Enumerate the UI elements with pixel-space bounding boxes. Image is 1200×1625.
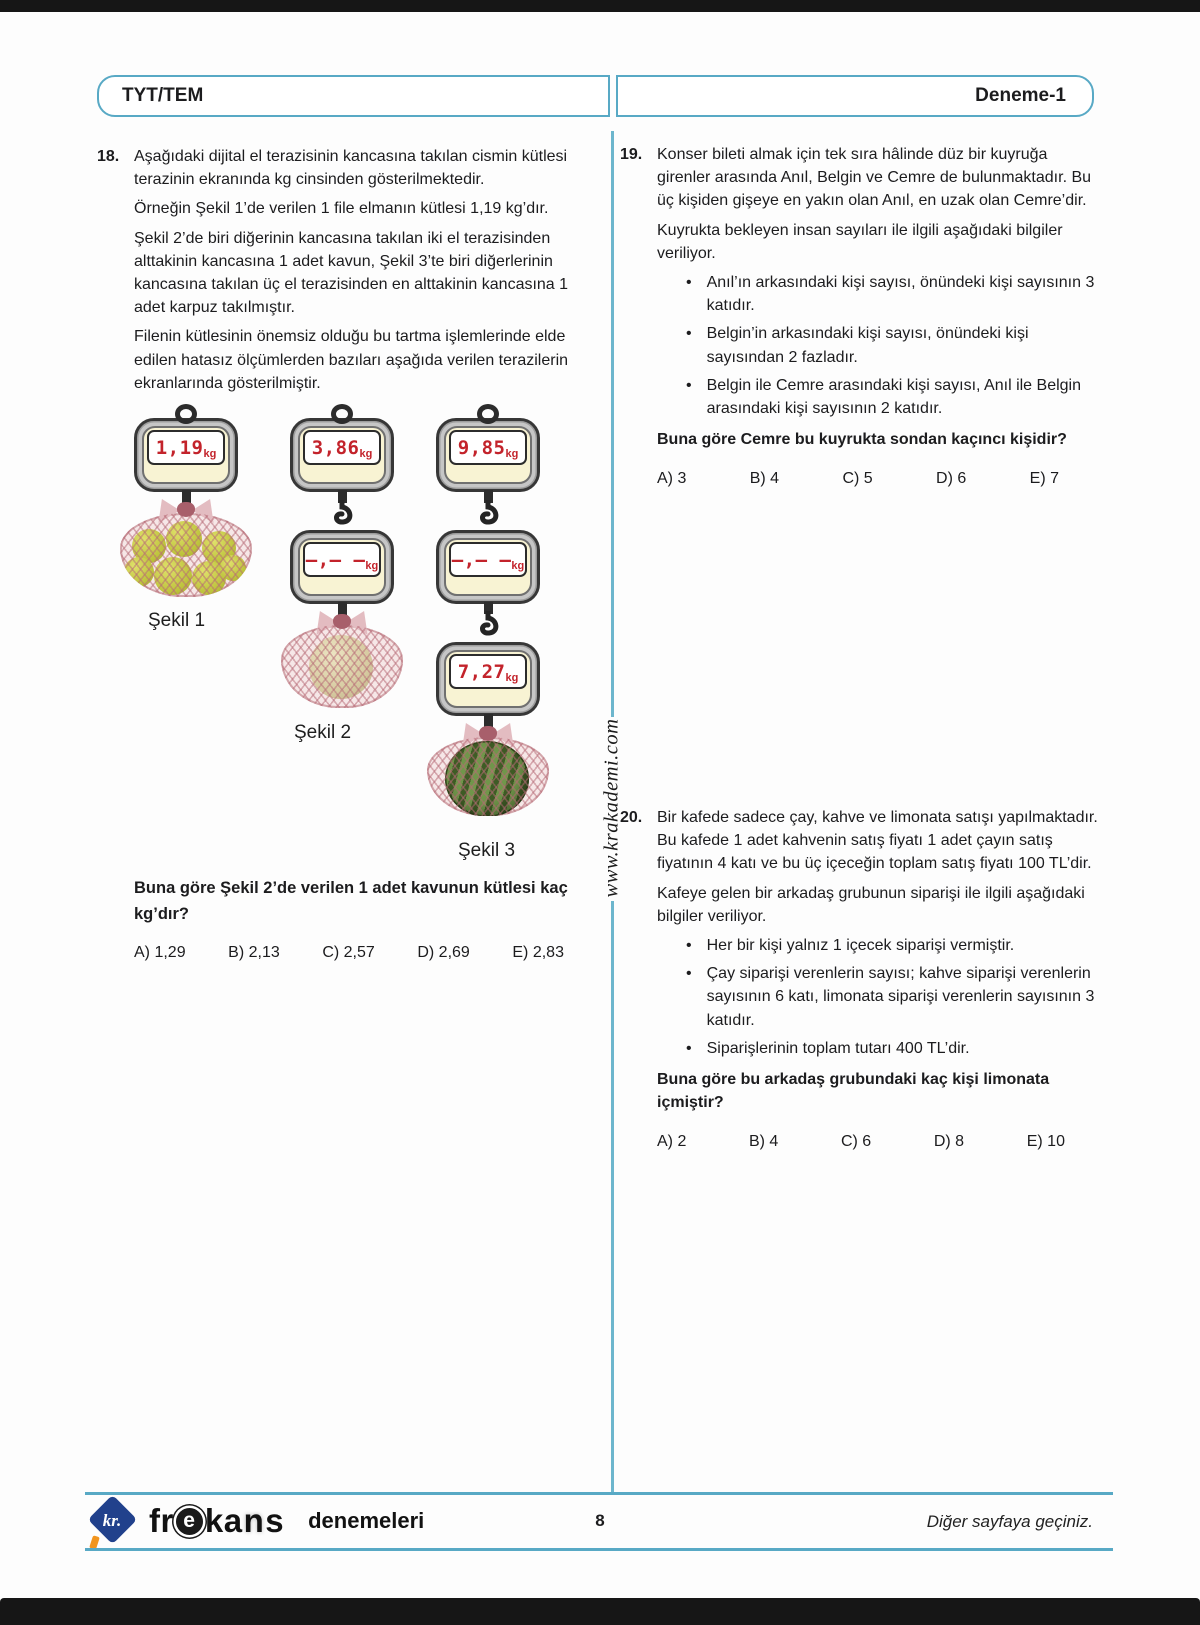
- option-d: D) 8: [933, 1133, 965, 1151]
- watermark-url: www.krakademi.com: [600, 718, 623, 898]
- bullet-item: [657, 962, 1098, 1032]
- scale-ring-icon: [477, 404, 499, 424]
- apple-net-bag: [120, 500, 252, 597]
- paragraph: Örneğin Şekil 1’de verilen 1 file elmanın kütlesi 1,19 kg’dır.: [134, 200, 549, 218]
- paragraph: Bir kafede sadece çay, kahve ve limonata satışı yapılmaktadır. Bu kafede 1 adet kahvenin satış fiyatı 1 adet çayın satış fiyatının 4 katı ve bu üç içeceğin toplam satış fiyatı 100 TL’dir.: [657, 809, 1098, 873]
- paragraph: Şekil 2’de biri diğerinin kancasına takılan iki el terazisinden alttakinin kancasına 1 adet kavun, Şekil 3’te biri diğerlerinin kancasına takılan üç el terazisinden en alttakinin kancasına 1 adet karpuz takılmıştır.: [134, 229, 569, 317]
- display-unit: kg: [505, 447, 519, 460]
- scale-fig1: [134, 418, 238, 492]
- scale-display-fig3-middle: [449, 542, 527, 577]
- question-18-prompt: Buna göre Şekil 2’de verilen 1 adet kavunun kütlesi kaç kg’dır?: [134, 879, 568, 923]
- bullet-text: Siparişlerinin toplam tutarı 400 TL’dir.: [706, 1039, 970, 1057]
- question-20: [620, 806, 1098, 1153]
- scale-display-fig1: [147, 430, 225, 465]
- footer-rule-bottom: [85, 1548, 1113, 1551]
- bullet-item: [657, 271, 1098, 317]
- scale-display-fig3-top: [449, 430, 527, 465]
- bullet-icon: •: [686, 936, 692, 954]
- display-unit: kg: [365, 559, 379, 572]
- option-e: E) 7: [1029, 470, 1059, 488]
- exam-name-label: Deneme-1: [975, 85, 1066, 106]
- bullet-icon: •: [686, 376, 692, 394]
- display-value: –,– –: [305, 548, 366, 571]
- gear-letter-icon: e: [176, 1508, 203, 1535]
- bullet-text: Anıl’ın arkasındaki kişi sayısı, önündeki kişi sayısının 3 katıdır.: [706, 273, 1095, 315]
- option-b: B) 4: [749, 470, 780, 488]
- question-18: [97, 145, 589, 401]
- scale-ring-icon: [331, 404, 353, 424]
- display-unit: kg: [203, 447, 217, 460]
- bullet-text: Belgin’in arkasındaki kişi sayısı, önündeki kişi sayısından 2 fazladır.: [706, 325, 1029, 366]
- option-d: D) 2,69: [417, 944, 470, 961]
- option-d: D) 6: [936, 470, 967, 488]
- display-unit: kg: [511, 559, 525, 572]
- option-a: A) 3: [657, 470, 687, 488]
- option-a: A) 2: [657, 1133, 687, 1151]
- net-texture: [427, 737, 549, 816]
- scale-fig3-top: [436, 418, 540, 492]
- scale-ring-icon: [175, 404, 197, 424]
- question-20-prompt: Buna göre bu arkadaş grubundaki kaç kişi limonata içmiştir?: [657, 1070, 1050, 1112]
- column-divider-top: [611, 131, 614, 717]
- paragraph: Konser bileti almak için tek sıra hâlinde düz bir kuyruğa girenler arasında Anıl, Belgin ve Cemre de bulunmaktadır. Bu üç kişiden gişeye en yakın olan Anıl, en uzak olan Cemre’dir.: [657, 146, 1092, 210]
- scale-fig2-bottom: [290, 530, 394, 604]
- header-left-box: [97, 75, 610, 117]
- bullet-text: Çay siparişi verenlerin sayısı; kahve siparişi verenlerin sayısının 6 katı, limonata siparişi verenlerin sayısının 3 katıdır.: [706, 965, 1095, 1029]
- figure-1-label: Şekil 1: [148, 610, 206, 631]
- option-a: A) 1,29: [134, 944, 186, 961]
- option-e: E) 2,83: [512, 944, 564, 961]
- bullet-icon: •: [686, 325, 692, 343]
- net-texture: [281, 625, 403, 708]
- exam-type-label: TYT/TEM: [122, 85, 204, 106]
- header-right-box: [616, 75, 1094, 117]
- bullet-item: [657, 1037, 1098, 1060]
- melon-net-bag: [281, 612, 403, 708]
- bullet-text: Belgin ile Cemre arasındaki kişi sayısı, Anıl ile Belgin arasındaki kişi sayısının 2 katıdır.: [706, 376, 1081, 417]
- kr-logo-icon: [88, 1497, 136, 1545]
- display-unit: kg: [359, 447, 373, 460]
- display-value: 3,86: [311, 436, 360, 459]
- brand-letters: s: [265, 1502, 285, 1539]
- brand-suffix: denemeleri: [308, 1508, 425, 1533]
- hook-icon: [329, 500, 355, 532]
- spark-letter-icon: n: [243, 1502, 265, 1539]
- option-b: B) 2,13: [228, 944, 280, 961]
- scale-fig3-bottom: [436, 642, 540, 716]
- bullet-icon: •: [686, 273, 692, 291]
- bullet-text: Her bir kişi yalnız 1 içecek siparişi vermiştir.: [706, 936, 1015, 954]
- bullet-item: [657, 934, 1098, 957]
- column-divider-bottom: [611, 901, 614, 1493]
- figure-area: [118, 392, 596, 872]
- figure-3-label: Şekil 3: [458, 840, 516, 861]
- brand-letters: ka: [204, 1502, 243, 1539]
- paragraph: Filenin kütlesinin önemsiz olduğu bu tartma işlemlerinde elde edilen hatasız ölçümlerden bazıları aşağıda verilen terazilerin ekranlarında gösterilmiştir.: [134, 328, 569, 392]
- scale-display-fig2-top: [303, 430, 381, 465]
- option-b: B) 4: [748, 1133, 779, 1151]
- bullet-item: [657, 374, 1098, 420]
- scan-edge-bottom: [0, 1598, 1200, 1625]
- footer-rule-top: [85, 1492, 1113, 1495]
- display-unit: kg: [505, 671, 519, 684]
- question-number: 20.: [620, 809, 643, 826]
- scale-fig2-top: [290, 418, 394, 492]
- brand-letters: fr: [149, 1502, 174, 1539]
- display-value: –,– –: [451, 548, 512, 571]
- watermelon-net-bag: [427, 724, 549, 816]
- bullet-icon: •: [686, 965, 692, 983]
- scale-display-fig3-bottom: [449, 654, 527, 689]
- scan-edge-top: [0, 0, 1200, 12]
- question-number: 18.: [97, 148, 120, 165]
- paragraph: Kafeye gelen bir arkadaş grubunun siparişi ile ilgili aşağıdaki bilgiler veriliyor.: [657, 884, 1085, 925]
- display-value: 1,19: [155, 436, 204, 459]
- question-number: 19.: [620, 146, 643, 163]
- option-e: E) 10: [1026, 1133, 1065, 1151]
- option-c: C) 6: [840, 1133, 872, 1151]
- next-page-note: Diğer sayfaya geçiniz.: [926, 1512, 1093, 1531]
- paragraph: Aşağıdaki dijital el terazisinin kancasına takılan cismin kütlesi terazinin ekranında kg cinsinden gösterilmektedir.: [134, 148, 568, 189]
- hook-icon: [475, 500, 501, 532]
- bullet-icon: •: [686, 1039, 692, 1057]
- page-number: 8: [595, 1511, 605, 1530]
- bullet-item: [657, 322, 1098, 368]
- hook-icon: [475, 611, 501, 643]
- display-value: 7,27: [457, 660, 506, 683]
- kr-logo-text: kr.: [102, 1511, 122, 1530]
- question-19-prompt: Buna göre Cemre bu kuyrukta sondan kaçıncı kişidir?: [657, 431, 1067, 449]
- question-19-options: [657, 467, 1059, 490]
- question-19: [620, 143, 1098, 490]
- display-value: 9,85: [457, 436, 506, 459]
- net-texture: [120, 513, 252, 597]
- paragraph: Kuyrukta bekleyen insan sayıları ile ilgili aşağıdaki bilgiler veriliyor.: [657, 221, 1063, 262]
- question-18-options: [134, 944, 564, 962]
- option-c: C) 5: [842, 470, 873, 488]
- scale-fig3-middle: [436, 530, 540, 604]
- scale-display-fig2-bottom: [303, 542, 381, 577]
- figure-2-label: Şekil 2: [294, 722, 352, 743]
- option-c: C) 2,57: [322, 944, 375, 961]
- question-20-options: [657, 1130, 1065, 1153]
